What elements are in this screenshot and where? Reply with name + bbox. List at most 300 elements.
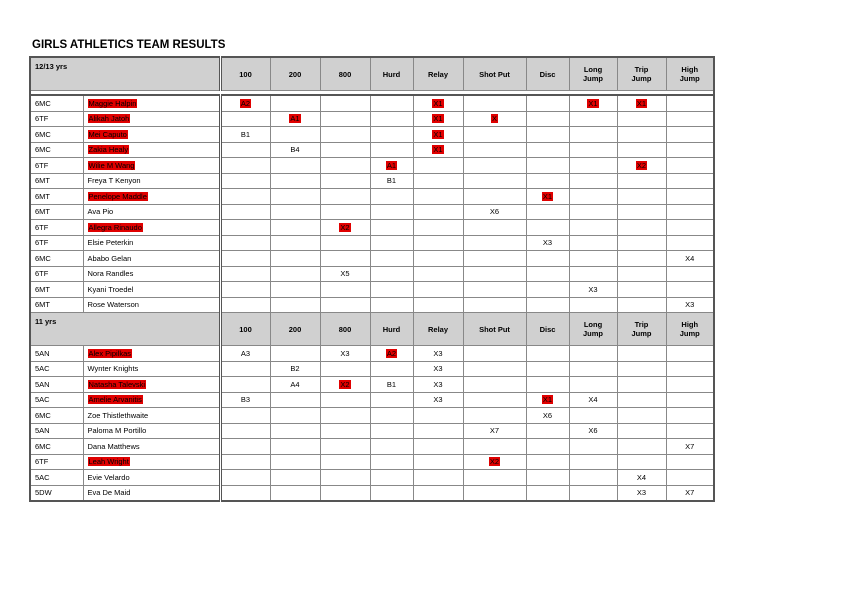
athlete-name — [83, 408, 220, 424]
form-cell: 6TF — [30, 158, 83, 174]
form-cell: 6MC — [30, 439, 83, 455]
result-cell — [270, 158, 320, 174]
result-cell — [569, 173, 617, 189]
result-cell — [370, 346, 413, 362]
athlete-row — [30, 142, 714, 158]
result-cell — [270, 220, 320, 236]
result-cell — [463, 158, 526, 174]
result-cell — [220, 235, 270, 251]
result-cell — [463, 439, 526, 455]
result-cell — [220, 439, 270, 455]
result-cell — [220, 189, 270, 205]
result-cell — [617, 297, 666, 313]
result-cell — [463, 220, 526, 236]
result-value: X2 — [340, 379, 350, 389]
athlete-name — [83, 189, 220, 205]
result-cell — [666, 235, 714, 251]
result-cell — [463, 297, 526, 313]
result-cell — [270, 361, 320, 377]
result-cell — [320, 173, 370, 189]
result-cell — [617, 377, 666, 393]
result-cell — [320, 158, 370, 174]
form-cell: 6MT — [30, 282, 83, 298]
result-cell — [270, 173, 320, 189]
result-value: X1 — [433, 114, 443, 124]
result-value: X3 — [433, 364, 443, 374]
result-cell — [270, 266, 320, 282]
result-cell — [526, 297, 569, 313]
result-value: X6 — [489, 207, 500, 217]
result-cell — [569, 220, 617, 236]
result-cell — [617, 408, 666, 424]
result-cell — [666, 377, 714, 393]
result-cell — [220, 158, 270, 174]
result-value: B1 — [386, 379, 397, 389]
result-cell — [413, 127, 463, 143]
result-cell — [526, 142, 569, 158]
athlete-name-text: Allegra Rinaudo — [88, 222, 142, 232]
form-cell: 6MC — [30, 408, 83, 424]
result-value: X5 — [340, 269, 350, 279]
result-cell — [617, 392, 666, 408]
athlete-row — [30, 485, 714, 501]
result-cell — [370, 470, 413, 486]
result-value: A3 — [240, 348, 251, 358]
event-header: Shot Put — [463, 313, 526, 346]
form-cell: 5AN — [30, 346, 83, 362]
result-value: X4 — [636, 472, 647, 482]
result-cell — [370, 142, 413, 158]
result-cell — [617, 423, 666, 439]
result-cell — [526, 423, 569, 439]
result-cell — [370, 127, 413, 143]
form-cell: 5AC — [30, 392, 83, 408]
result-cell — [569, 439, 617, 455]
athlete-name-text: Maggie Halpin — [88, 98, 137, 108]
result-cell — [270, 251, 320, 267]
result-value: X1 — [433, 129, 443, 139]
result-cell — [413, 423, 463, 439]
result-cell — [526, 439, 569, 455]
result-cell — [569, 282, 617, 298]
result-cell — [370, 408, 413, 424]
event-header: High Jump — [666, 57, 714, 91]
result-cell — [526, 485, 569, 501]
result-value: X3 — [433, 395, 443, 405]
athlete-row — [30, 392, 714, 408]
athlete-row — [30, 408, 714, 424]
result-cell — [370, 235, 413, 251]
athlete-name — [83, 111, 220, 127]
form-cell: 6TF — [30, 111, 83, 127]
result-cell — [526, 408, 569, 424]
result-cell — [526, 111, 569, 127]
result-cell — [270, 346, 320, 362]
athlete-row — [30, 111, 714, 127]
result-cell — [526, 266, 569, 282]
athlete-name-text: Ava Pio — [87, 207, 114, 217]
result-cell — [463, 392, 526, 408]
event-header: Relay — [413, 313, 463, 346]
result-cell — [220, 220, 270, 236]
result-value: A1 — [386, 160, 397, 170]
athlete-row — [30, 266, 714, 282]
athlete-name-text: Paloma M Portillo — [87, 426, 147, 436]
form-cell: 6MC — [30, 95, 83, 111]
result-cell — [413, 189, 463, 205]
athlete-name — [83, 142, 220, 158]
result-cell — [617, 454, 666, 470]
result-cell — [666, 423, 714, 439]
athlete-row — [30, 127, 714, 143]
result-cell — [463, 142, 526, 158]
athlete-name — [83, 439, 220, 455]
athlete-name-text: Penelope Maddle — [88, 191, 147, 201]
result-value: X3 — [433, 348, 443, 358]
result-cell — [666, 251, 714, 267]
result-cell — [270, 204, 320, 220]
form-cell: 6MT — [30, 204, 83, 220]
result-value: X3 — [433, 379, 443, 389]
athlete-name — [83, 282, 220, 298]
result-cell — [617, 220, 666, 236]
athlete-row — [30, 189, 714, 205]
event-header: Trip Jump — [617, 313, 666, 346]
result-value: X3 — [588, 284, 598, 294]
result-cell — [463, 408, 526, 424]
result-cell — [463, 204, 526, 220]
result-cell — [569, 346, 617, 362]
result-cell — [463, 251, 526, 267]
result-cell — [220, 297, 270, 313]
result-value: A1 — [290, 114, 300, 124]
result-cell — [320, 142, 370, 158]
result-cell — [270, 454, 320, 470]
result-value: X1 — [433, 98, 443, 108]
result-cell — [526, 346, 569, 362]
result-cell — [413, 454, 463, 470]
result-cell — [463, 173, 526, 189]
result-value: X2 — [489, 457, 500, 467]
result-value: X3 — [685, 300, 695, 310]
result-cell — [617, 95, 666, 111]
athlete-name — [83, 346, 220, 362]
result-cell — [220, 454, 270, 470]
athlete-row — [30, 282, 714, 298]
athlete-name-text: Zoe Thistlethwaite — [87, 410, 149, 420]
result-cell — [220, 127, 270, 143]
event-header: High Jump — [666, 313, 714, 346]
event-header: Long Jump — [569, 57, 617, 91]
result-cell — [413, 158, 463, 174]
result-cell — [413, 377, 463, 393]
result-cell — [220, 408, 270, 424]
athlete-name — [83, 454, 220, 470]
result-value: A4 — [290, 379, 300, 389]
result-cell — [270, 470, 320, 486]
result-cell — [320, 485, 370, 501]
result-cell — [569, 266, 617, 282]
result-cell — [413, 95, 463, 111]
result-cell — [617, 204, 666, 220]
athlete-name — [83, 392, 220, 408]
result-cell — [569, 470, 617, 486]
result-cell — [320, 282, 370, 298]
result-cell — [220, 423, 270, 439]
form-cell: 5AC — [30, 470, 83, 486]
result-cell — [526, 173, 569, 189]
result-cell — [617, 439, 666, 455]
result-cell — [463, 95, 526, 111]
result-cell — [270, 189, 320, 205]
athlete-name-text: Alex Pipilkas — [88, 348, 132, 358]
result-cell — [666, 127, 714, 143]
result-cell — [370, 423, 413, 439]
result-cell — [270, 392, 320, 408]
athlete-name-text: Dana Matthews — [87, 441, 140, 451]
athlete-row — [30, 158, 714, 174]
result-cell — [320, 266, 370, 282]
result-cell — [666, 158, 714, 174]
result-cell — [463, 485, 526, 501]
result-cell — [413, 297, 463, 313]
result-cell — [413, 408, 463, 424]
result-cell — [413, 392, 463, 408]
result-cell — [320, 297, 370, 313]
result-cell — [220, 251, 270, 267]
athlete-name — [83, 173, 220, 189]
athlete-name — [83, 423, 220, 439]
result-cell — [666, 470, 714, 486]
result-cell — [413, 346, 463, 362]
result-cell — [220, 173, 270, 189]
result-cell — [320, 111, 370, 127]
result-cell — [320, 392, 370, 408]
result-value: X2 — [340, 222, 350, 232]
result-cell — [666, 361, 714, 377]
result-cell — [413, 470, 463, 486]
athlete-name — [83, 235, 220, 251]
result-cell — [569, 392, 617, 408]
result-cell — [220, 485, 270, 501]
result-cell — [617, 127, 666, 143]
result-value: A2 — [386, 348, 397, 358]
result-cell — [617, 173, 666, 189]
result-cell — [270, 111, 320, 127]
result-cell — [617, 142, 666, 158]
athlete-row — [30, 173, 714, 189]
event-header: Hurd — [370, 313, 413, 346]
result-cell — [370, 158, 413, 174]
form-cell: 5AC — [30, 361, 83, 377]
result-cell — [569, 158, 617, 174]
athlete-name-text: Evie Velardo — [87, 472, 130, 482]
athlete-row — [30, 470, 714, 486]
result-value: B3 — [240, 395, 251, 405]
result-cell — [569, 95, 617, 111]
result-value: X4 — [588, 395, 598, 405]
result-cell — [370, 361, 413, 377]
result-cell — [617, 111, 666, 127]
form-cell: 5AN — [30, 377, 83, 393]
result-cell — [413, 173, 463, 189]
form-cell: 6MT — [30, 173, 83, 189]
athlete-name — [83, 485, 220, 501]
result-cell — [370, 189, 413, 205]
result-value: X1 — [433, 145, 443, 155]
athlete-name-text: Mei Caputo — [88, 129, 127, 139]
result-cell — [413, 266, 463, 282]
result-cell — [413, 282, 463, 298]
result-cell — [666, 220, 714, 236]
athlete-row — [30, 204, 714, 220]
result-cell — [526, 251, 569, 267]
result-cell — [413, 111, 463, 127]
result-cell — [569, 297, 617, 313]
result-cell — [220, 470, 270, 486]
result-cell — [320, 470, 370, 486]
event-header: 200 — [270, 313, 320, 346]
age-group-label: 11 yrs — [30, 313, 220, 346]
result-cell — [617, 346, 666, 362]
result-cell — [370, 204, 413, 220]
result-cell — [463, 470, 526, 486]
athlete-name-text: Natasha Talevski — [88, 379, 146, 389]
result-cell — [569, 408, 617, 424]
athlete-name-text: Rose Waterson — [87, 300, 139, 310]
athlete-row — [30, 377, 714, 393]
result-cell — [569, 111, 617, 127]
result-cell — [569, 361, 617, 377]
result-cell — [370, 95, 413, 111]
athlete-name-text: Wynter Knights — [87, 364, 139, 374]
result-cell — [370, 251, 413, 267]
result-cell — [320, 346, 370, 362]
form-cell: 6MC — [30, 127, 83, 143]
result-cell — [370, 282, 413, 298]
event-header: 800 — [320, 313, 370, 346]
result-cell — [617, 235, 666, 251]
result-cell — [320, 235, 370, 251]
group-header-row — [30, 57, 714, 91]
athlete-name — [83, 266, 220, 282]
result-cell — [463, 189, 526, 205]
athlete-row — [30, 235, 714, 251]
result-cell — [463, 361, 526, 377]
form-cell: 5DW — [30, 485, 83, 501]
result-cell — [526, 127, 569, 143]
result-cell — [320, 423, 370, 439]
result-cell — [666, 392, 714, 408]
result-cell — [526, 377, 569, 393]
result-cell — [220, 392, 270, 408]
result-value: B2 — [290, 364, 300, 374]
result-cell — [666, 297, 714, 313]
athlete-name — [83, 220, 220, 236]
result-value: X6 — [542, 410, 553, 420]
result-cell — [463, 346, 526, 362]
result-cell — [617, 158, 666, 174]
result-cell — [370, 173, 413, 189]
result-cell — [320, 408, 370, 424]
form-cell: 6TF — [30, 266, 83, 282]
athlete-name — [83, 251, 220, 267]
athlete-name — [83, 470, 220, 486]
result-value: X1 — [588, 98, 598, 108]
result-cell — [666, 189, 714, 205]
result-cell — [370, 392, 413, 408]
athlete-row — [30, 439, 714, 455]
event-header: Shot Put — [463, 57, 526, 91]
athlete-name — [83, 361, 220, 377]
result-value: X3 — [340, 348, 350, 358]
result-cell — [413, 439, 463, 455]
result-value: X2 — [636, 160, 647, 170]
result-cell — [463, 266, 526, 282]
result-cell — [666, 111, 714, 127]
athlete-name-text: Eva De Maid — [87, 488, 131, 498]
event-header: Relay — [413, 57, 463, 91]
result-cell — [666, 454, 714, 470]
form-cell: 6MC — [30, 142, 83, 158]
result-cell — [220, 142, 270, 158]
athlete-name-text: Kyani Troedel — [87, 284, 134, 294]
result-cell — [413, 220, 463, 236]
result-cell — [463, 282, 526, 298]
result-cell — [569, 251, 617, 267]
form-cell: 5AN — [30, 423, 83, 439]
athlete-name — [83, 127, 220, 143]
result-cell — [220, 111, 270, 127]
result-cell — [569, 235, 617, 251]
result-cell — [463, 423, 526, 439]
athlete-name-text: Ababo Gelan — [87, 253, 132, 263]
result-value: A2 — [240, 98, 251, 108]
result-cell — [666, 266, 714, 282]
result-cell — [220, 282, 270, 298]
result-cell — [526, 95, 569, 111]
result-cell — [617, 251, 666, 267]
result-cell — [617, 485, 666, 501]
athlete-name-text: Alikah Jatoh — [88, 114, 130, 124]
result-cell — [666, 439, 714, 455]
form-cell: 6MT — [30, 297, 83, 313]
result-cell — [617, 470, 666, 486]
athlete-name — [83, 377, 220, 393]
result-cell — [413, 142, 463, 158]
result-cell — [413, 485, 463, 501]
result-value: X6 — [588, 426, 598, 436]
result-cell — [270, 485, 320, 501]
athlete-name-text: Nora Randles — [87, 269, 134, 279]
result-value: B1 — [240, 129, 251, 139]
result-cell — [370, 377, 413, 393]
athlete-row — [30, 220, 714, 236]
result-cell — [666, 346, 714, 362]
result-cell — [526, 454, 569, 470]
result-cell — [320, 189, 370, 205]
result-cell — [617, 282, 666, 298]
event-header: 800 — [320, 57, 370, 91]
athlete-row — [30, 361, 714, 377]
result-cell — [526, 392, 569, 408]
form-cell: 6MT — [30, 189, 83, 205]
event-header: 100 — [220, 313, 270, 346]
result-cell — [617, 361, 666, 377]
result-cell — [270, 127, 320, 143]
athlete-name-text: Amelie Arvanitis — [88, 395, 142, 405]
result-cell — [413, 204, 463, 220]
